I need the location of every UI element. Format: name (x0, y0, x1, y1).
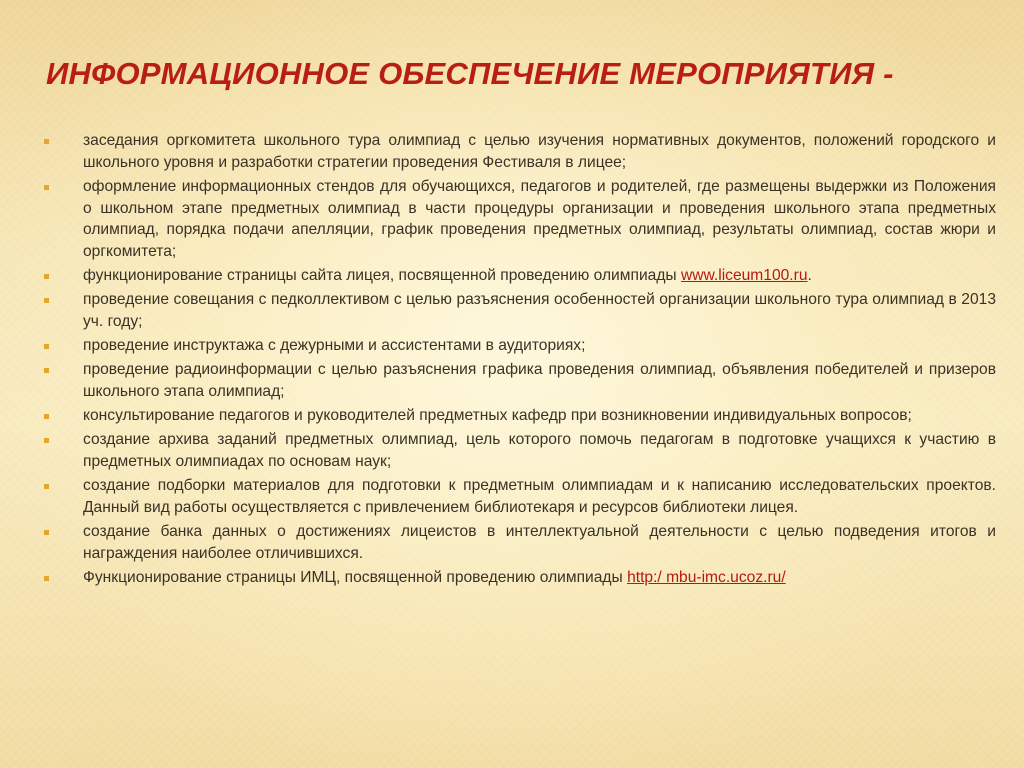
bullet-text: консультирование педагогов и руководителей предметных кафедр при возникновении индивидуальных вопросов; (83, 407, 912, 425)
bullet-square-icon (44, 298, 49, 303)
bullet-text: создание подборки материалов для подготовки к предметным олимпиадам и к написанию исследовательских проектов. Данный вид работы осуществляется с привлечением библиотекаря и ресурсов библиотеки лицея. (83, 477, 996, 517)
bullet-item (44, 429, 996, 473)
bullet-text: заседания оргкомитета школьного тура олимпиад с целью изучения нормативных документов, положений городского и школьного уровня и разработки стратегии проведения Фестиваля в лицее; (83, 132, 996, 171)
liceum-site-link[interactable]: www.liceum100.ru (680, 267, 808, 285)
bullet-text: оформление информационных стендов для обучающихся, педагогов и родителей, где размещены выдержки из Положения о школьном этапе предметных олимпиад в части процедуры организации и проведения школьного этапа предметных олимпиад, порядка подачи апелляции, график проведения предметных олимпиад, результаты олимпиад, состав жюри и оргкомитета; (83, 177, 996, 261)
slide-title: ИНФОРМАЦИОННОЕ ОБЕСПЕЧЕНИЕ МЕРОПРИЯТИЯ - (46, 56, 894, 91)
bullet-item (44, 335, 996, 357)
bullet-square-icon (44, 576, 49, 581)
imc-site-link[interactable]: http:/ mbu-imc.ucoz.ru/ (627, 569, 786, 587)
bullet-square-icon (44, 414, 49, 419)
bullet-square-icon (44, 344, 49, 349)
bullet-item (44, 475, 996, 519)
bullet-text: функционирование страницы сайта лицея, посвященной проведению олимпиады (83, 267, 681, 285)
bullet-item (44, 176, 996, 263)
bullet-text: проведение совещания с педколлективом с целью разъяснения особенностей организации школьного тура олимпиад в 2013 уч. году; (83, 291, 996, 331)
bullet-square-icon (44, 438, 49, 443)
bullet-item (44, 521, 996, 565)
bullet-item (44, 265, 996, 287)
bullet-item (44, 289, 996, 333)
bullet-square-icon (44, 274, 49, 279)
bullet-square-icon (44, 484, 49, 489)
bullet-item (44, 405, 996, 427)
bullet-text: проведение радиоинформации с целью разъяснения графика проведения олимпиад, объявления победителей и призеров школьного этапа олимпиад; (83, 361, 996, 401)
bullet-text: создание банка данных о достижениях лицеистов в интеллектуальной деятельности с целью подведения итогов и награждения наиболее отличившихся. (83, 523, 996, 563)
bullet-square-icon (44, 139, 49, 144)
bullet-text: создание архива заданий предметных олимпиад, цель которого помочь педагогам в подготовке учащихся к участию в предметных олимпиадах по основам наук; (83, 431, 996, 471)
bullet-square-icon (44, 530, 49, 535)
bullet-item (44, 567, 996, 589)
bullet-square-icon (44, 185, 49, 190)
bullet-square-icon (44, 368, 49, 373)
bullet-item (44, 130, 996, 174)
bullet-list (44, 130, 996, 591)
bullet-text: Функционирование страницы ИМЦ, посвященной проведению олимпиады (83, 569, 628, 587)
bullet-item (44, 359, 996, 403)
bullet-text-end: . (807, 267, 812, 285)
bullet-text: проведение инструктажа с дежурными и ассистентами в аудиториях; (83, 337, 586, 355)
